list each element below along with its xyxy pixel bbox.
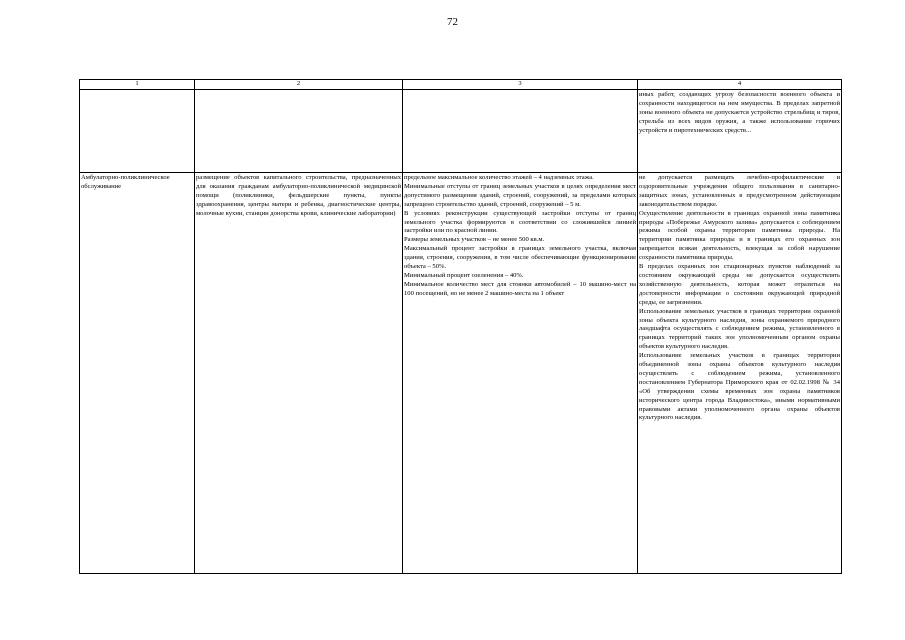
restriction-paragraph: Осуществление деятельности в границах охранной зоны памятника природы «Побережье Амурского залива» допускается с соблюдением режима особой охраны территории памятника природы. На территории памятника природы и в границах его охранных зон запрещается всякая деятельность, влекущая за собой нарушение сохранности памятника природы. [639,209,840,262]
use-description-cell: размещение объектов капитального строительства, предназначенных для оказания гражданам амбулаторно-поликлинической медицинской помощи (поликлиники, фельдшерские пункты, пункты здравоохранения, центры матери и ребенка, диагностические центры, молочные кухни, станции донорства крови, клинические лаборатории) [195,173,403,574]
page-number: 72 [447,16,458,28]
continuation-cell-2 [195,90,403,173]
restriction-paragraph: Использование земельных участков в границах территории охранной зоны объекта культурного наследия, зоны охраняемого природного ландшафта осуществлять с соблюдением режима, установленного в границах территорий таких зон уполномоченным органом охраны объектов культурного наследия. [639,307,840,351]
parameter-paragraph: Минимальное количество мест для стоянки автомобилей – 10 машино-мест на 100 посещений, но не менее 2 машино-места на 1 объект [404,280,636,297]
restriction-paragraph: В пределах охранных зон стационарных пунктов наблюдений за состоянием окружающей среды не допускается осуществлять хозяйственную деятельность, которая может отразиться на достоверности информации о состоянии окружающей природной среды, ее загрязнении. [639,263,840,306]
header-cell-3: 3 [403,80,638,90]
header-cell-1: 1 [80,80,195,90]
continuation-cell-3 [403,90,638,173]
parameter-paragraph: Минимальные отступы от границ земельных участков в целях определения мест допустимого размещения зданий, строений, сооружений, за пределами которых запрещено строительство зданий, строений, сооружений – 5 м. [404,182,636,208]
parameter-paragraph: В условиях реконструкции существующей застройки отступы от границ земельного участка формируются в соответствии со сложившейся линией застройки или по красной линии. [404,209,636,235]
parameter-paragraph: Размеры земельных участков – не менее 500 кв.м. [404,236,545,244]
restrictions-cell [638,173,842,574]
continuation-cell-1 [80,90,195,173]
parameters-cell [403,173,638,574]
parameter-paragraph: Максимальный процент застройки в границах земельного участка, включая здания, строения, сооружения, в том числе обеспечивающие функционирование объекта – 50%. [404,245,636,271]
use-type-cell: Амбулаторно-поликлиническое обслуживание [80,173,195,574]
table-header-row [80,80,842,90]
header-cell-2: 2 [195,80,403,90]
parameter-paragraph: предельное максимальное количество этажей – 4 надземных этажа. [404,174,594,181]
header-cell-4: 4 [638,80,842,90]
continuation-row [80,90,842,173]
continuation-cell-4: иных работ, создающих угрозу безопасности военного объекта и сохранности находящегося на нем имущества. В пределах запретной зоны военного объекта не допускается устройство стрельбищ и тиров, стрельба из всех видов оружия, а также использование горючих устройств и пиротехнических средств... [638,90,842,173]
table-row [80,173,842,574]
parameter-paragraph: Минимальный процент озеленения – 40%. [404,271,524,279]
restriction-paragraph: Использование земельных участков в границах территории объединенной зоны охраны объектов культурного наследия осуществлять с соблюдением режима, установленного постановлением Губернатора Приморского края от 02.02.1998 № 34 «Об утверждении схемы временных зон охраны памятников исторического центра города Владивостока», иными нормативными правовыми актами уполномоченного органа охраны объектов культурного наследия. [639,352,840,422]
regulations-table [79,79,842,574]
restriction-paragraph: не допускается размещать лечебно-профилактические и оздоровительные учреждения общего пользования в санитарно-защитных зонах, установленных в предусмотренном действующим законодательством порядке. [639,174,840,208]
